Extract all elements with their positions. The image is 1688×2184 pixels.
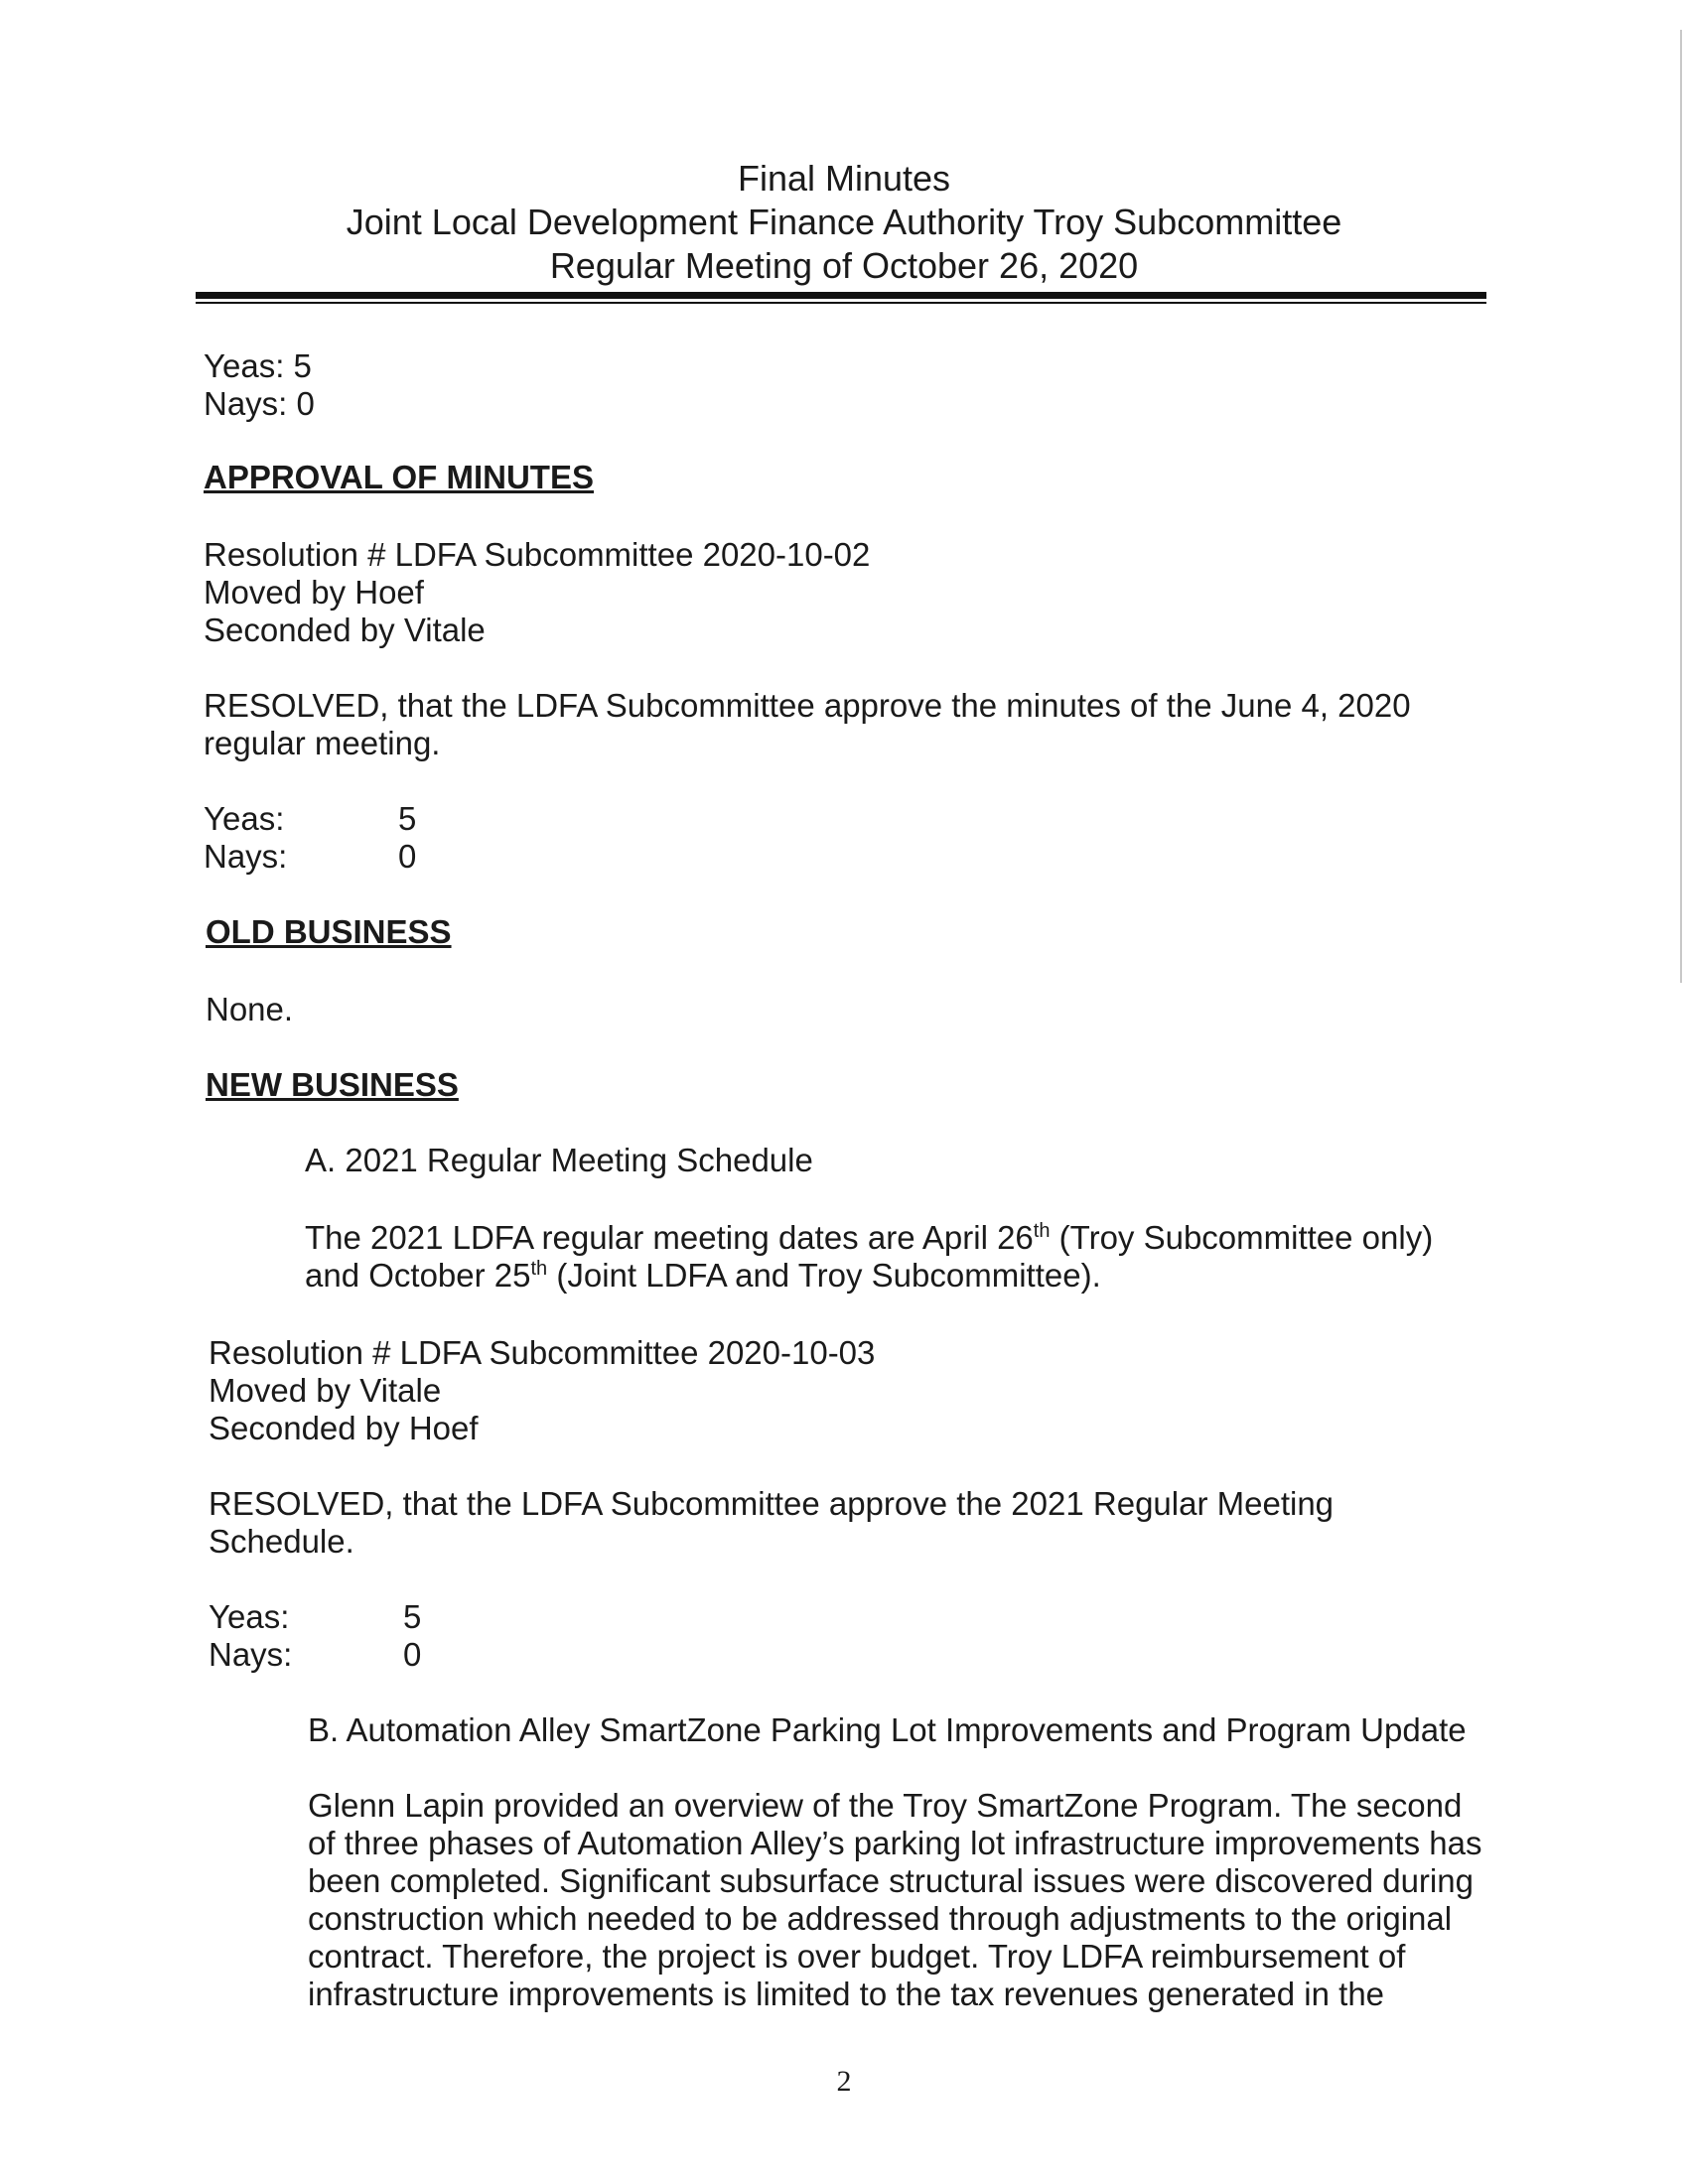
ordinal-suffix: th	[1033, 1220, 1051, 1242]
item-a-text: and October 25	[305, 1257, 531, 1294]
approval-seconded: Seconded by Vitale	[204, 612, 486, 648]
item-a-text: (Joint LDFA and Troy Subcommittee).	[547, 1257, 1101, 1294]
new-nays	[209, 1636, 421, 1674]
nays-label: Nays:	[204, 838, 288, 875]
approval-resolution: Resolution # LDFA Subcommittee 2020-10-02	[204, 536, 871, 573]
old-business-text: None.	[206, 991, 294, 1027]
top-yeas: Yeas: 5	[204, 347, 312, 384]
nays-value: 0	[398, 838, 417, 875]
item-a-text: The 2021 LDFA regular meeting dates are April 26	[305, 1219, 1034, 1256]
page-number: 2	[836, 2065, 852, 2098]
item-b-line: of three phases of Automation Alley’s parking lot infrastructure improvements has	[308, 1825, 1482, 1861]
yeas-label: Yeas:	[209, 1598, 290, 1635]
nays-value: 0	[403, 1636, 422, 1673]
new-resolved-line1: RESOLVED, that the LDFA Subcommittee approve the 2021 Regular Meeting	[209, 1485, 1335, 1522]
top-nays: Nays: 0	[204, 385, 315, 422]
new-resolved-line2: Schedule.	[209, 1523, 354, 1560]
header-rule-thick	[196, 292, 1486, 299]
item-a-text: (Troy Subcommittee only)	[1050, 1219, 1434, 1256]
header-rule-thin	[196, 302, 1486, 304]
old-business-heading: OLD BUSINESS	[206, 913, 452, 950]
new-moved: Moved by Vitale	[209, 1372, 442, 1409]
approval-yeas	[204, 800, 416, 838]
yeas-value: 5	[403, 1598, 422, 1635]
header-title: Final Minutes	[737, 158, 951, 199]
item-a-title: A. 2021 Regular Meeting Schedule	[305, 1142, 813, 1178]
new-yeas	[209, 1598, 421, 1636]
item-b-line: Glenn Lapin provided an overview of the Troy SmartZone Program. The second	[308, 1787, 1463, 1824]
approval-resolved-line1: RESOLVED, that the LDFA Subcommittee approve the minutes of the June 4, 2020	[204, 687, 1411, 724]
scan-edge	[1680, 30, 1682, 983]
item-b-line: been completed. Significant subsurface structural issues were discovered during	[308, 1862, 1474, 1899]
approval-heading: APPROVAL OF MINUTES	[204, 459, 594, 495]
item-b-line: infrastructure improvements is limited to the tax revenues generated in the	[308, 1976, 1385, 2012]
item-a-paragraph-line2	[305, 1257, 1101, 1295]
new-business-heading: NEW BUSINESS	[206, 1066, 459, 1103]
document-header	[0, 157, 1688, 288]
approval-moved: Moved by Hoef	[204, 574, 424, 611]
new-resolution: Resolution # LDFA Subcommittee 2020-10-03	[209, 1334, 876, 1371]
new-seconded: Seconded by Hoef	[209, 1410, 479, 1446]
item-b-line: construction which needed to be addressed through adjustments to the original	[308, 1900, 1453, 1937]
ordinal-suffix: th	[530, 1258, 548, 1280]
header-organization: Joint Local Development Finance Authority Troy Subcommittee	[346, 202, 1342, 242]
item-b-line: contract. Therefore, the project is over budget. Troy LDFA reimbursement of	[308, 1938, 1406, 1975]
yeas-label: Yeas:	[204, 800, 285, 837]
item-b-title: B. Automation Alley SmartZone Parking Lot Improvements and Program Update	[308, 1711, 1467, 1748]
header-meeting-date: Regular Meeting of October 26, 2020	[549, 245, 1139, 286]
yeas-value: 5	[398, 800, 417, 837]
nays-label: Nays:	[209, 1636, 293, 1673]
item-a-paragraph-line1	[305, 1219, 1433, 1257]
approval-nays	[204, 838, 416, 876]
approval-resolved-line2: regular meeting.	[204, 725, 441, 761]
